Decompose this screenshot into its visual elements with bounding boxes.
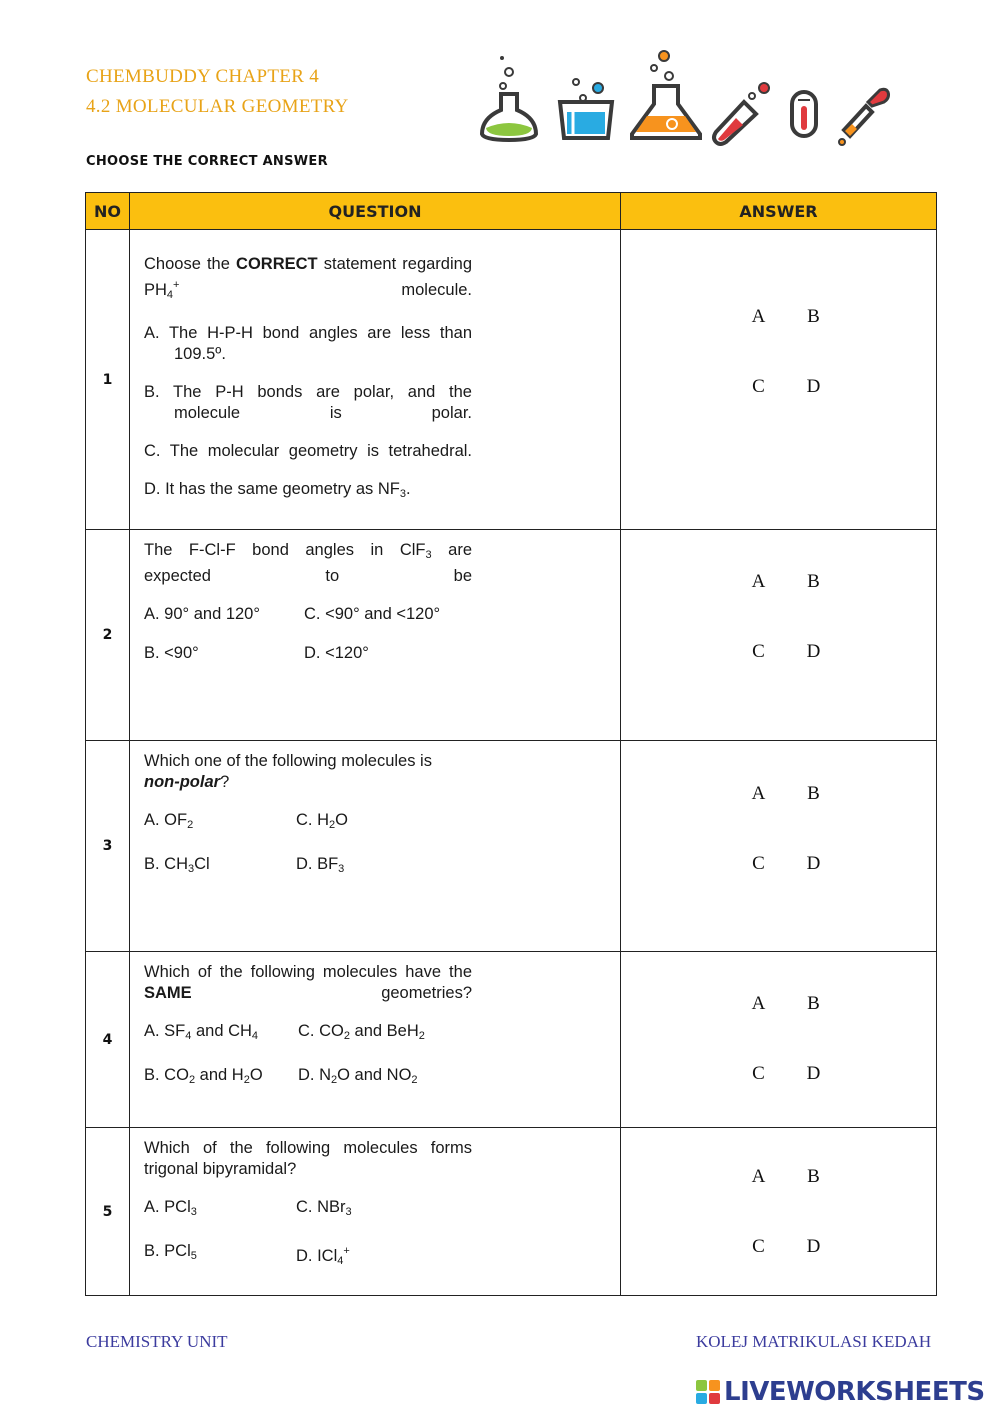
table-row [86, 1128, 937, 1296]
option-d: D. $N_2O$ and $NO_2$ [298, 1066, 418, 1086]
option-d: D. It has the same geometry as $NF_3$. [144, 480, 411, 500]
choice-c[interactable]: C [752, 641, 765, 662]
test-tube-icon [714, 83, 769, 144]
no-column-header: NO [86, 193, 130, 230]
option-c: C. $CO_2$ and BeH$_2$ [298, 1022, 425, 1042]
footer-college: KOLEJ MATRIKULASI KEDAH [696, 1332, 932, 1351]
option-d: D. ICl$_4$+ [296, 1245, 350, 1267]
beaker-icon [560, 79, 612, 138]
option-a: A. PCl$_3$ [144, 1198, 197, 1218]
answer-choices [731, 993, 841, 1085]
question-text-cell [130, 230, 621, 530]
round-flask-icon [482, 56, 536, 140]
question-stem: Which of the following molecules have the SAME geometries? [144, 963, 472, 1002]
liveworksheets-logo-icon [696, 1380, 720, 1404]
choice-c[interactable]: C [752, 1236, 765, 1257]
answer-choices [731, 1166, 841, 1258]
choice-b[interactable]: B [807, 783, 820, 804]
brand-text: LIVEWORKSHEETS [724, 1377, 985, 1407]
option-b: B. $CH_3Cl$ [144, 855, 210, 875]
choice-d[interactable]: D [806, 1236, 821, 1257]
options-grid [144, 1197, 472, 1272]
option-a: A. 90° and 120° [144, 605, 260, 623]
option-a: A. $SF_4$ and $CH_4$ [144, 1022, 259, 1042]
choice-d[interactable]: D [806, 1063, 821, 1084]
options-grid [144, 1021, 472, 1091]
choice-b[interactable]: B [807, 993, 820, 1014]
options-grid [144, 604, 472, 664]
question-number: 5 [86, 1128, 130, 1296]
dropper-icon [839, 89, 889, 145]
question-text-cell [130, 530, 621, 741]
options-grid [144, 810, 472, 880]
table-row [86, 230, 937, 530]
answer-cell [621, 230, 937, 530]
answer-cell [621, 952, 937, 1128]
subtopic-title: 4.2 MOLECULAR GEOMETRY [86, 96, 349, 117]
choice-c[interactable]: C [752, 853, 765, 874]
question-text-cell [130, 741, 621, 952]
choice-a[interactable]: A [751, 783, 766, 804]
table-row [86, 741, 937, 952]
question-stem: Which one of the following molecules is non-polar? [144, 752, 432, 791]
instruction-text: CHOOSE THE CORRECT ANSWER [86, 154, 328, 169]
choice-d[interactable]: D [806, 376, 821, 397]
option-a: A. $OF_2$ [144, 811, 194, 831]
answer-choices [731, 306, 841, 398]
question-number: 2 [86, 530, 130, 741]
chapter-title: CHEMBUDDY CHAPTER 4 [86, 66, 320, 87]
answer-choices [731, 783, 841, 875]
option-d: D. <120° [304, 644, 369, 662]
table-row [86, 530, 937, 741]
option-c: C. NBr$_3$ [296, 1198, 352, 1218]
question-number: 3 [86, 741, 130, 952]
option-c: C. The molecular geometry is tetrahedral. [144, 442, 472, 460]
lab-icons-banner [448, 44, 914, 152]
choice-d[interactable]: D [806, 641, 821, 662]
table-header-row [86, 193, 937, 230]
option-b: B. $CO_2$ and $H_2O$ [144, 1066, 263, 1086]
choice-c[interactable]: C [752, 376, 765, 397]
choice-b[interactable]: B [807, 1166, 820, 1187]
question-stem: Which of the following molecules forms trigonal bipyramidal? [144, 1139, 472, 1178]
table-row [86, 952, 937, 1128]
option-b: B. The P-H bonds are polar, and the molecule is polar. [144, 383, 472, 422]
liveworksheets-brand[interactable] [696, 1377, 985, 1407]
answer-cell [621, 741, 937, 952]
thermometer-icon [792, 92, 816, 136]
option-d: D. $BF_3$ [296, 855, 345, 875]
answer-choices [731, 571, 841, 663]
choice-c[interactable]: C [752, 1063, 765, 1084]
question-text-cell [130, 952, 621, 1128]
option-c: C. $H_2O$ [296, 811, 348, 831]
option-b: B. PCl$_5$ [144, 1242, 197, 1262]
option-c: C. <90° and <120° [304, 605, 441, 623]
answer-cell [621, 530, 937, 741]
choice-a[interactable]: A [751, 1166, 766, 1187]
answer-column-header: ANSWER [621, 193, 937, 230]
option-b: B. <90° [144, 644, 199, 662]
erlenmeyer-flask-icon [632, 51, 700, 138]
question-number: 4 [86, 952, 130, 1128]
answer-cell [621, 1128, 937, 1296]
choice-b[interactable]: B [807, 571, 820, 592]
choice-b[interactable]: B [807, 306, 820, 327]
question-column-header: QUESTION [130, 193, 621, 230]
question-text-cell [130, 1128, 621, 1296]
choice-d[interactable]: D [806, 853, 821, 874]
choice-a[interactable]: A [751, 571, 766, 592]
question-number: 1 [86, 230, 130, 530]
question-table [85, 192, 937, 1296]
option-a: A. The H-P-H bond angles are less than 109.5º. [144, 324, 472, 363]
choice-a[interactable]: A [751, 306, 766, 327]
footer-unit: CHEMISTRY UNIT [86, 1332, 228, 1351]
question-stem: The F-Cl-F bond angles in ClF$_3$ are expected to be [144, 541, 472, 585]
choice-a[interactable]: A [751, 993, 766, 1014]
question-stem: Choose the CORRECT statement regarding $PH_4^+$ molecule. [144, 255, 472, 301]
